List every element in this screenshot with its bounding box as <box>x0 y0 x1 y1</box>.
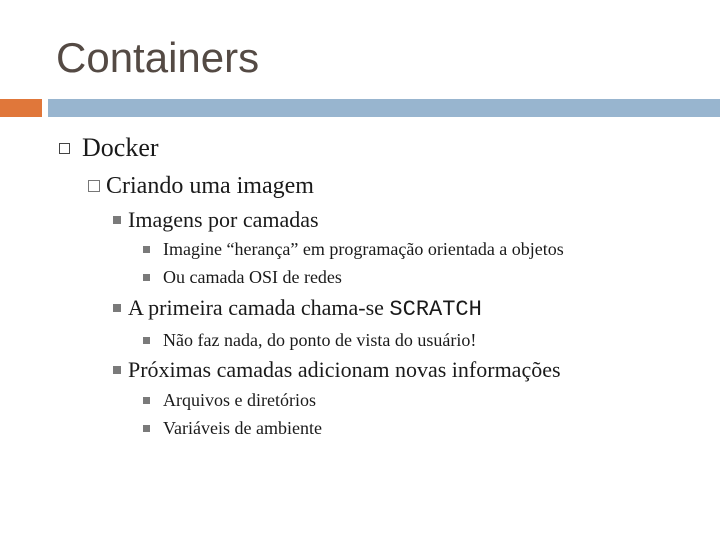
square-outline-bullet-icon <box>59 143 70 154</box>
bullet-criando-imagem <box>88 171 314 201</box>
bullet-arquivos-text: Arquivos e diretórios <box>163 389 316 410</box>
square-filled-bullet-icon <box>113 216 121 224</box>
bullet-osi <box>143 265 342 289</box>
square-filled-bullet-icon <box>143 425 150 432</box>
square-filled-bullet-icon <box>143 274 150 281</box>
bullet-primeira-camada-text: A primeira camada chama-se SCRATCH <box>128 294 482 322</box>
slide-title: Containers <box>56 34 260 81</box>
square-filled-bullet-icon <box>143 397 150 404</box>
bullet-nao-faz-nada-text: Não faz nada, do ponto de vista do usuário! <box>163 329 477 350</box>
title-divider-bar <box>48 99 720 117</box>
bullet-variaveis <box>143 416 322 440</box>
bullet-imagens-camadas <box>113 206 319 234</box>
square-filled-bullet-icon <box>113 366 121 374</box>
square-outline-bullet-icon <box>88 180 100 192</box>
bullet-proximas-camadas <box>113 356 561 384</box>
bullet-nao-faz-nada <box>143 328 476 352</box>
bullet-primeira-camada <box>113 294 482 322</box>
square-filled-bullet-icon <box>143 246 150 253</box>
bullet-criando-imagem-text: Criando uma imagem <box>106 172 314 199</box>
bullet-docker-text: Docker <box>82 133 159 162</box>
square-filled-bullet-icon <box>113 304 121 312</box>
bullet-arquivos <box>143 388 316 412</box>
bullet-heranca-text: Imagine “herança” em programação orientada a objetos <box>163 238 564 259</box>
bullet-proximas-camadas-text: Próximas camadas adicionam novas informações <box>128 357 561 382</box>
bullet-heranca <box>143 237 564 261</box>
code-scratch: SCRATCH <box>389 296 482 322</box>
bullet-imagens-camadas-text: Imagens por camadas <box>128 207 319 232</box>
bullet-variaveis-text: Variáveis de ambiente <box>163 417 322 438</box>
accent-bar <box>0 99 42 117</box>
square-filled-bullet-icon <box>143 337 150 344</box>
bullet-docker <box>59 131 159 165</box>
bullet-osi-text: Ou camada OSI de redes <box>163 266 342 287</box>
